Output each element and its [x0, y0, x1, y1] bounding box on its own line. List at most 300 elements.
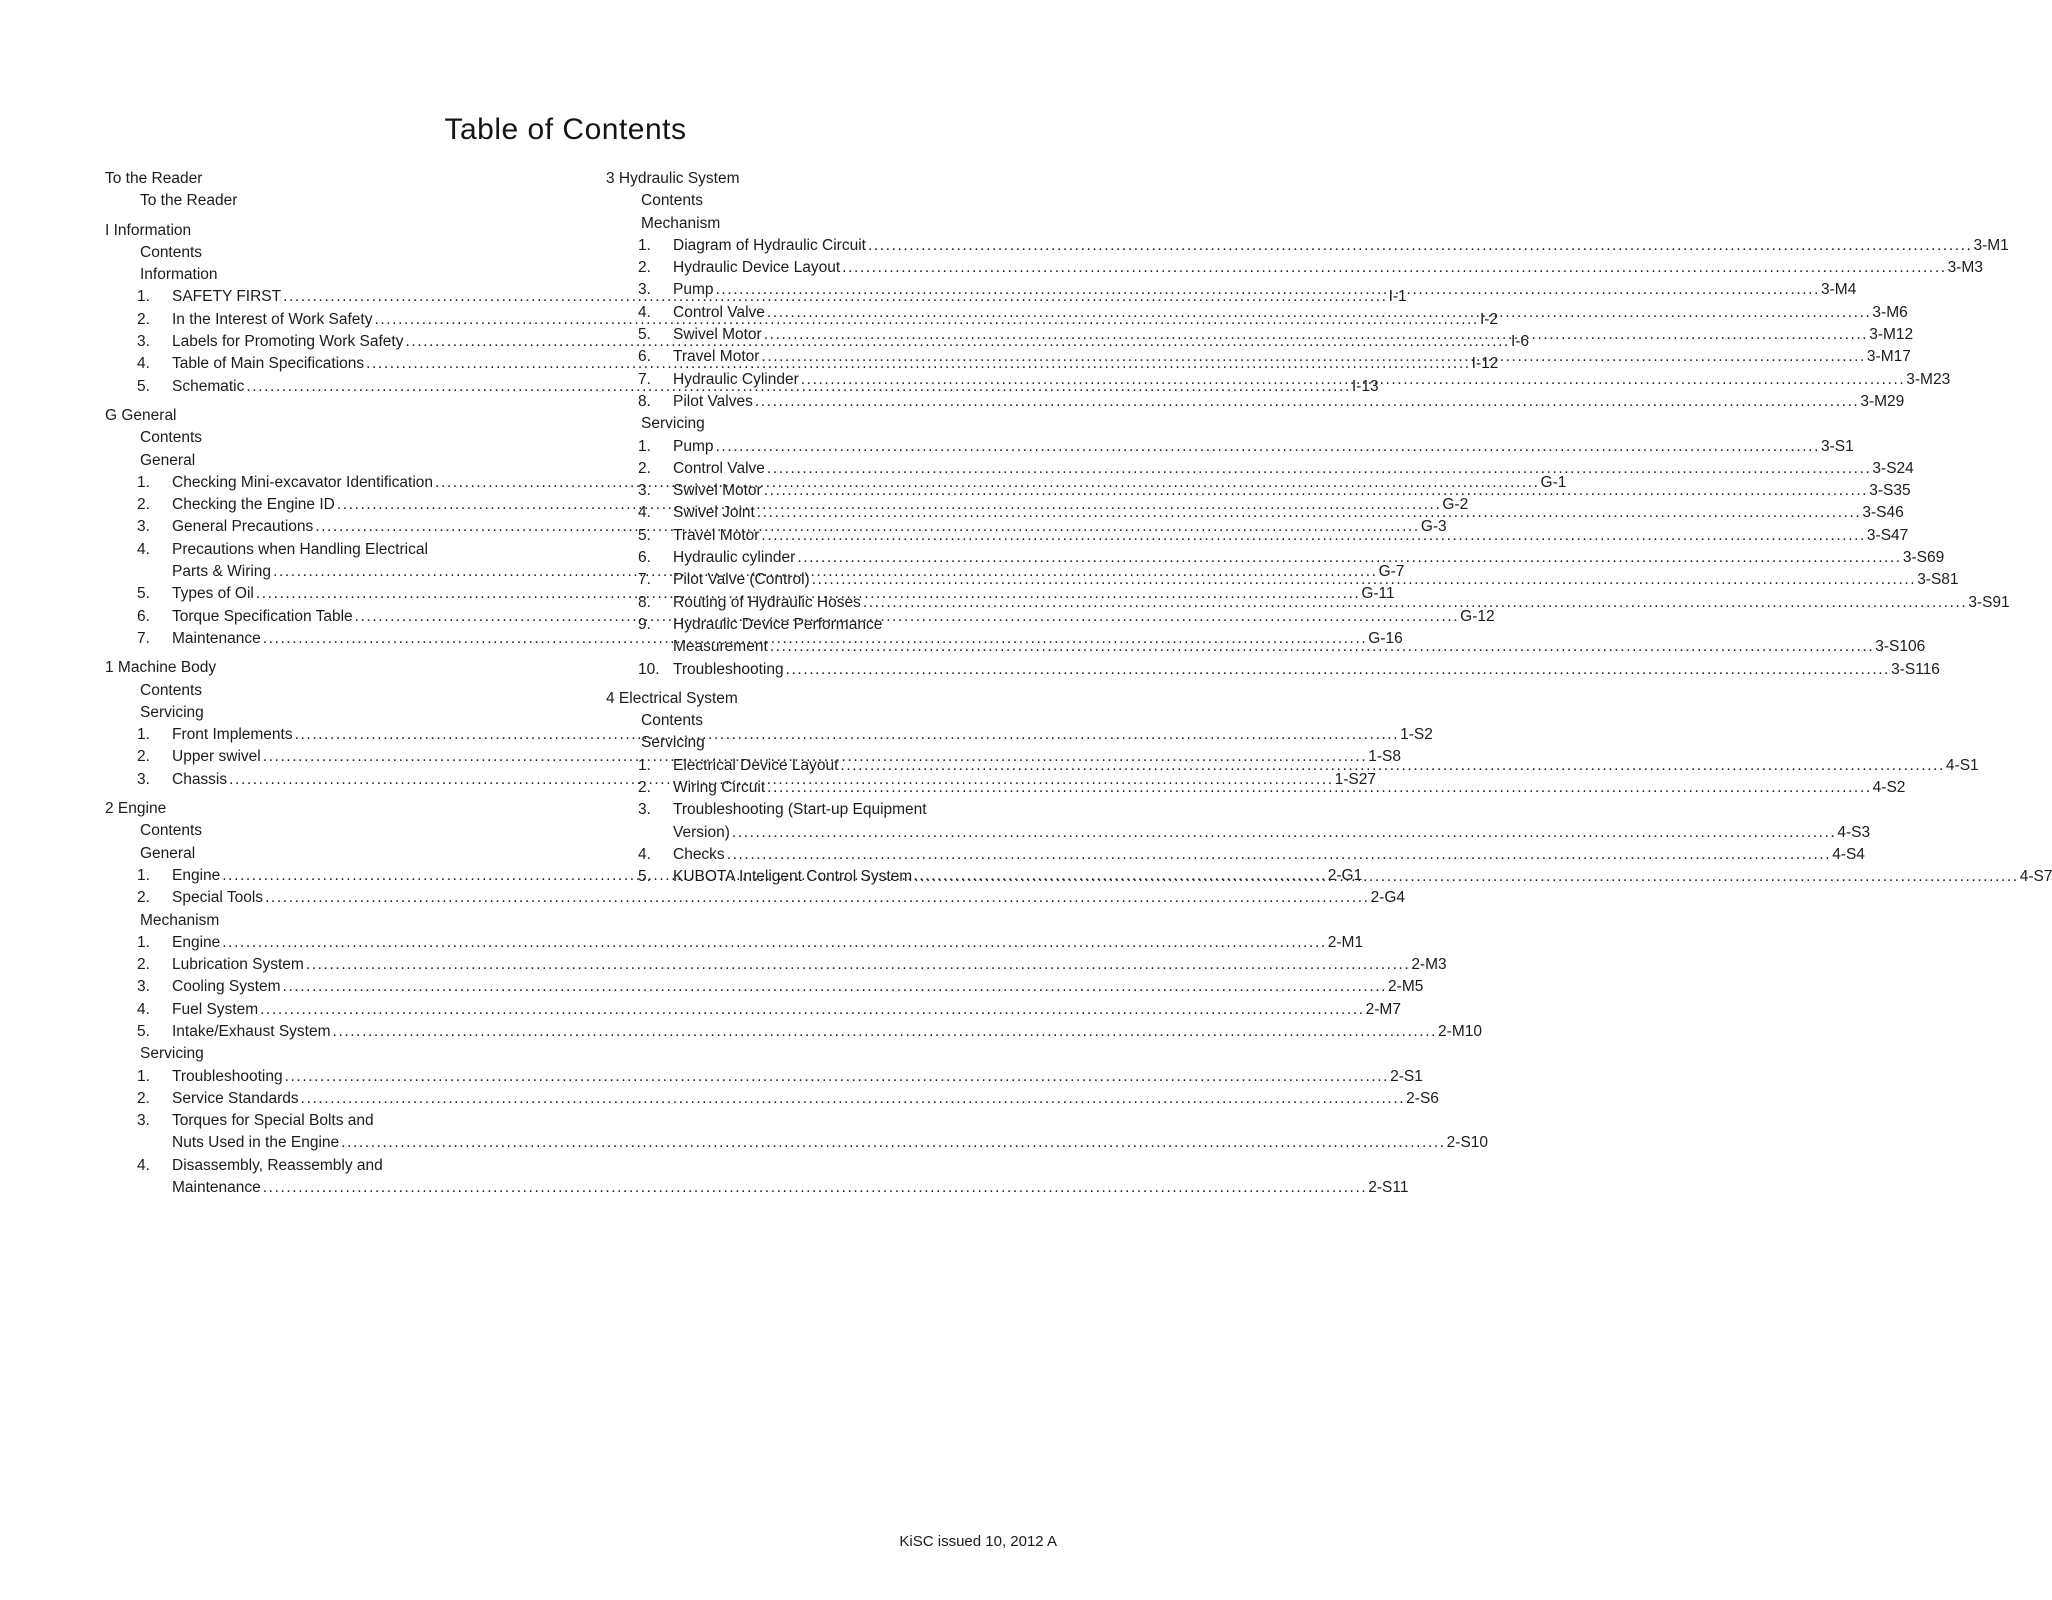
toc-item-lines: [172, 887, 1405, 909]
toc-item-text: Fuel System: [172, 1000, 259, 1018]
toc-item-text: Torque Specification Table: [172, 607, 353, 625]
toc-item-line: [673, 235, 2009, 257]
toc-item-page: 2-M10: [1438, 1022, 1482, 1040]
toc-item-line: [673, 302, 1908, 324]
toc-item-page: 1-S27: [1334, 770, 1377, 788]
toc-item-number: 3.: [638, 482, 651, 500]
dot-leader: [770, 636, 1875, 658]
toc-item-lines: [172, 976, 1423, 998]
dot-leader: [341, 1132, 1446, 1154]
toc-item-text: Table of Main Specifications: [172, 355, 365, 373]
toc-subheading: Contents: [140, 681, 203, 699]
toc-item-number: 5.: [137, 585, 150, 603]
toc-item-page: 3-S1: [1821, 437, 1854, 455]
toc-item-page: 3-S116: [1891, 660, 1940, 678]
toc-item-text: Control Valve: [673, 303, 765, 321]
toc-item-number: 3.: [137, 978, 150, 996]
toc-section-heading: I Information: [105, 221, 192, 239]
toc-item-page: G-3: [1420, 518, 1447, 536]
toc-item-line: [673, 391, 1904, 413]
toc-item-page: 3-S24: [1872, 459, 1914, 477]
toc-item-page: 2-M5: [1388, 978, 1424, 996]
dot-leader: [786, 659, 1891, 681]
toc-item-lines: [673, 257, 1983, 279]
toc-item-page: 3-M23: [1906, 370, 1951, 388]
toc-item-number: 8.: [638, 392, 651, 410]
toc-item-text: Intake/Exhaust System: [172, 1022, 331, 1040]
toc-item-lines: [172, 1066, 1423, 1088]
toc-item-number: 2.: [137, 310, 150, 328]
toc-item-line: [673, 866, 2052, 888]
toc-item: [606, 547, 1945, 569]
toc-item-page: I-2: [1479, 310, 1499, 328]
toc-item: [606, 257, 1983, 279]
toc-item-lines: [673, 391, 1904, 413]
toc-item-number: 3.: [137, 333, 150, 351]
dot-leader: [914, 866, 2019, 888]
dot-leader: [801, 369, 1906, 391]
toc-section-heading: 2 Engine: [105, 800, 167, 818]
toc-item-number: 2.: [638, 259, 651, 277]
toc-item-line: [172, 887, 1405, 909]
toc-item-lines: [172, 1088, 1439, 1110]
toc-section-heading: G General: [105, 406, 177, 424]
toc-item-number: 3.: [638, 281, 651, 299]
toc-item-text: Hydraulic Device Performance: [673, 615, 883, 633]
page-title: Table of Contents: [444, 113, 687, 146]
toc-section: [105, 168, 561, 213]
toc-item-text: Torques for Special Bolts and: [172, 1112, 374, 1130]
toc-item-page: 2-M3: [1411, 956, 1447, 974]
toc-item-number: 2.: [137, 889, 150, 907]
toc-item-line: [673, 844, 1865, 866]
toc-item-page: I-1: [1388, 288, 1407, 306]
toc-item-text: Checking the Engine ID: [172, 496, 335, 514]
toc-item: [105, 1110, 1489, 1155]
toc-item-lines: [673, 302, 1908, 324]
toc-item: [105, 976, 1424, 998]
dot-leader: [222, 932, 1327, 954]
toc-item: [105, 887, 1406, 909]
toc-item-text: Troubleshooting (Start-up Equipment: [673, 801, 927, 819]
toc-item: [105, 1021, 1482, 1043]
dot-leader: [812, 569, 1917, 591]
toc-item-number: 6.: [137, 607, 150, 625]
toc-item-text: Version): [673, 823, 730, 841]
toc-item-text: Travel Motor: [673, 526, 760, 544]
toc-item: [105, 1155, 1409, 1200]
toc-item: [606, 844, 1865, 866]
toc-item-text: Diagram of Hydraulic Circuit: [673, 236, 866, 254]
dot-leader: [263, 1177, 1368, 1199]
toc-item-text: Lubrication System: [172, 956, 304, 974]
toc-item-number: 1.: [638, 756, 651, 774]
toc-item-line: [172, 976, 1423, 998]
dot-leader: [767, 458, 1872, 480]
toc-item-line: [673, 659, 1940, 681]
toc-item-line: [673, 777, 1905, 799]
toc-item-line: [673, 458, 1914, 480]
toc-item-line: [673, 614, 1925, 636]
toc-item-lines: [673, 569, 1959, 591]
toc-item-text: Checking Mini-excavator Identification: [172, 473, 434, 491]
toc-subheading: Servicing: [641, 415, 705, 433]
dot-leader: [767, 777, 1872, 799]
dot-leader: [761, 525, 1866, 547]
toc-item-number: 4.: [137, 355, 150, 373]
toc-item-page: 3-S47: [1866, 526, 1909, 544]
toc-item-number: 6.: [638, 549, 651, 567]
dot-leader: [757, 502, 1862, 524]
toc-item-page: 2-S1: [1390, 1067, 1423, 1085]
toc-item-text: Swivel Joint: [673, 504, 755, 522]
toc-item: [606, 436, 1854, 458]
dot-leader: [755, 391, 1860, 413]
toc-item-number: 4.: [137, 540, 150, 558]
toc-item-lines: [673, 755, 1979, 777]
toc-subheading: General: [140, 844, 196, 862]
toc-item-line: [172, 1088, 1439, 1110]
toc-subheading: Servicing: [140, 1045, 204, 1063]
toc-item-lines: [673, 614, 1925, 659]
toc-item-page: 1-S8: [1368, 748, 1401, 766]
toc-item-page: 3-M12: [1869, 326, 1914, 344]
toc-item-text: Hydraulic cylinder: [673, 549, 796, 567]
toc-item-line: [673, 369, 1950, 391]
toc-item-text: Travel Motor: [673, 348, 760, 366]
toc-item-line: [673, 346, 1911, 368]
toc-item-lines: [673, 799, 1870, 844]
toc-item-line: [673, 636, 1925, 658]
toc-subheading: Contents: [641, 192, 704, 210]
toc-item-number: 1.: [137, 726, 150, 744]
toc-item-lines: [172, 1110, 1488, 1155]
toc-item-page: 4-S4: [1832, 845, 1865, 863]
dot-leader: [732, 822, 1837, 844]
toc-item-page: 3-M6: [1872, 303, 1908, 321]
dot-leader: [306, 954, 1411, 976]
toc-item-page: 3-M4: [1821, 281, 1857, 299]
toc-item-text: Engine: [172, 933, 221, 951]
toc-item-number: 4.: [137, 1156, 150, 1174]
toc-item-lines: [172, 932, 1363, 954]
toc-item-number: 4.: [638, 303, 651, 321]
toc-item-text: Swivel Motor: [673, 482, 762, 500]
toc-item-line: [172, 1177, 1408, 1199]
toc-item-page: G-7: [1378, 563, 1405, 581]
toc-item-lines: [673, 866, 2052, 888]
toc-item: [105, 999, 1401, 1021]
toc-item-number: 2.: [638, 779, 651, 797]
toc-item-page: G-2: [1442, 496, 1469, 514]
toc-item-text: Maintenance: [172, 629, 261, 647]
dot-leader: [863, 592, 1968, 614]
toc-subheading: Contents: [140, 822, 203, 840]
toc-item-number: 4.: [638, 504, 651, 522]
toc-item-text: Chassis: [172, 770, 228, 788]
toc-item-text: In the Interest of Work Safety: [172, 310, 373, 328]
toc-item-number: 3.: [137, 518, 150, 536]
toc-item-number: 1.: [137, 288, 150, 306]
toc-item-page: G-11: [1361, 585, 1395, 603]
toc-item-number: 3.: [638, 801, 651, 819]
toc-item-text: Schematic: [172, 377, 245, 395]
toc-item-number: 10.: [638, 660, 660, 678]
toc-item-text: SAFETY FIRST: [172, 288, 282, 306]
footer-note: KiSC issued 10, 2012 A: [899, 1533, 1057, 1550]
toc-item-text: Control Valve: [673, 459, 765, 477]
toc-item-number: 3.: [137, 770, 150, 788]
toc-item-number: 5.: [137, 377, 150, 395]
toc-item-text: Maintenance: [172, 1179, 261, 1197]
toc-item-line: [673, 799, 1870, 821]
toc-item-page: 3-S81: [1917, 571, 1959, 589]
toc-item-line: [673, 592, 2010, 614]
toc-item-line: [673, 755, 1979, 777]
toc-section-heading: 3 Hydraulic System: [606, 170, 740, 187]
toc-item-line: [673, 279, 1856, 301]
toc-item-page: 4-S2: [1872, 779, 1906, 797]
toc-item-lines: [673, 592, 2010, 614]
toc-item-page: 2-G4: [1370, 889, 1406, 907]
toc-item-text: Parts & Wiring: [172, 563, 272, 581]
toc-item-text: Checks: [673, 845, 725, 863]
toc-item-text: Engine: [172, 866, 221, 884]
toc-item-line: [172, 1110, 1488, 1132]
toc-item-page: 2-S11: [1368, 1179, 1409, 1197]
toc-item-lines: [172, 1155, 1408, 1200]
toc-item-line: [673, 547, 1944, 569]
toc-item-page: G-12: [1460, 607, 1495, 625]
toc-section-heading: 1 Machine Body: [105, 659, 217, 677]
toc-item-text: Pump: [673, 437, 714, 455]
toc-subheading: Mechanism: [641, 214, 721, 232]
toc-item-lines: [172, 999, 1401, 1021]
dot-leader: [868, 235, 1973, 257]
toc-item: [105, 954, 1447, 976]
toc-item-text: Electrical Device Layout: [673, 756, 839, 774]
toc-item-lines: [673, 547, 1944, 569]
toc-item-lines: [673, 346, 1911, 368]
toc-item-number: 9.: [638, 615, 651, 633]
toc-item-text: Types of Oil: [172, 585, 254, 603]
toc-item-lines: [673, 324, 1913, 346]
toc-item-page: 2-S10: [1446, 1134, 1489, 1152]
dot-leader: [301, 1088, 1406, 1110]
toc-item-text: Labels for Promoting Work Safety: [172, 333, 404, 351]
toc-item-line: [172, 999, 1401, 1021]
toc-subheading: To the Reader: [140, 192, 238, 210]
dot-leader: [727, 844, 1832, 866]
dot-leader: [283, 976, 1388, 998]
dot-leader: [842, 257, 1947, 279]
toc-item-number: 7.: [638, 571, 651, 589]
toc-item-page: 2-M7: [1365, 1000, 1401, 1018]
toc-item-number: 2.: [137, 496, 150, 514]
toc-item-lines: [673, 458, 1914, 480]
dot-leader: [840, 755, 1945, 777]
toc-item-page: 2-G1: [1327, 866, 1363, 884]
dot-leader: [260, 999, 1365, 1021]
toc-item-number: 5.: [638, 326, 651, 344]
toc-item-text: Precautions when Handling Electrical: [172, 540, 428, 558]
toc-item-lines: [673, 777, 1905, 799]
dot-leader: [716, 436, 1821, 458]
toc-item-page: 4-S1: [1945, 756, 1979, 774]
toc-subheading: Contents: [641, 712, 704, 730]
toc-item-page: G-1: [1540, 473, 1567, 491]
toc-item-page: 3-M3: [1947, 259, 1983, 277]
toc-item-page: 4-S7: [2019, 868, 2052, 886]
toc-section-heading: 4 Electrical System: [606, 689, 738, 707]
toc-subheading: Mechanism: [140, 911, 220, 929]
toc-item-number: 2.: [137, 1089, 150, 1107]
toc-item-page: 3-S69: [1902, 549, 1945, 567]
toc-item-lines: [673, 844, 1865, 866]
toc-item-text: Pilot Valves: [673, 392, 753, 410]
dot-leader: [767, 302, 1872, 324]
toc-item-number: 2.: [638, 459, 651, 477]
toc-item-page: 4-S3: [1837, 823, 1871, 841]
dot-leader: [797, 547, 1902, 569]
toc-item-line: [172, 1132, 1488, 1154]
toc-subheading: Contents: [140, 429, 203, 447]
toc-item-number: 5.: [638, 868, 651, 886]
toc-item-text: Nuts Used in the Engine: [172, 1134, 340, 1152]
toc-item-text: KUBOTA Inteligent Control System: [673, 868, 913, 886]
toc-item-number: 4.: [638, 845, 651, 863]
toc-item-line: [172, 1155, 1408, 1177]
toc-item: [606, 799, 1871, 844]
toc-item-page: 1-S2: [1400, 726, 1433, 744]
toc-subheading: General: [140, 451, 196, 469]
toc-item-number: 2.: [137, 956, 150, 974]
toc-item-page: 3-M17: [1866, 348, 1911, 366]
toc-item: [606, 391, 1905, 413]
toc-item-number: 3.: [137, 1112, 150, 1130]
toc-item-text: Front Implements: [172, 726, 293, 744]
toc-item-page: 2-M1: [1327, 933, 1364, 951]
dot-leader: [764, 480, 1869, 502]
toc-item-line: [172, 1021, 1482, 1043]
toc-item-page: 2-S6: [1406, 1089, 1439, 1107]
toc-item-text: Disassembly, Reassembly and: [172, 1156, 383, 1174]
toc-item: [105, 1066, 1423, 1088]
toc-item-text: Troubleshooting: [172, 1067, 283, 1085]
toc-item-text: Service Standards: [172, 1089, 299, 1107]
toc-item-number: 4.: [137, 1000, 150, 1018]
toc-item-number: 8.: [638, 593, 651, 611]
dot-leader: [761, 346, 1866, 368]
toc-item-line: [673, 324, 1913, 346]
toc-item-text: Hydraulic Cylinder: [673, 370, 799, 388]
toc-item-text: Troubleshooting: [673, 660, 784, 678]
dot-leader: [716, 279, 1821, 301]
toc-item-text: Special Tools: [172, 889, 264, 907]
toc-item-page: 3-M1: [1973, 236, 2009, 254]
toc-item: [606, 458, 1914, 480]
toc-item-text: Upper swivel: [172, 748, 261, 766]
toc-item-text: Wiring Circuit: [673, 779, 766, 797]
toc-item-page: I-13: [1351, 377, 1379, 395]
toc-item-number: 6.: [638, 348, 651, 366]
dot-leader: [285, 1066, 1390, 1088]
toc-item-lines: [172, 954, 1447, 976]
toc-item-number: 7.: [638, 370, 651, 388]
toc-subheading: Servicing: [140, 703, 204, 721]
toc-item-line: [673, 822, 1870, 844]
toc-item-page: I-12: [1471, 355, 1499, 373]
toc-item-text: Cooling System: [172, 978, 281, 996]
toc-item-text: General Precautions: [172, 518, 314, 536]
toc-item-lines: [673, 279, 1856, 301]
toc-item-lines: [673, 480, 1911, 502]
toc-subheading: Servicing: [641, 734, 705, 752]
toc-item-page: 3-S35: [1869, 482, 1911, 500]
toc-item-text: Pilot Valve (Control): [673, 571, 810, 589]
toc-item-text: Measurement: [673, 638, 768, 656]
toc-item-text: Hydraulic Device Layout: [673, 259, 841, 277]
toc-item-page: I-6: [1510, 333, 1530, 351]
toc-item-lines: [673, 235, 2009, 257]
toc-item-lines: [673, 659, 1940, 681]
toc-item-line: [172, 1066, 1423, 1088]
toc-item-number: 1.: [638, 236, 651, 254]
toc-item-line: [673, 569, 1959, 591]
dot-leader: [333, 1021, 1438, 1043]
toc-item-line: [172, 932, 1363, 954]
toc-item-lines: [673, 525, 1908, 547]
toc-item-number: 7.: [137, 629, 150, 647]
toc-section-heading: To the Reader: [105, 170, 203, 187]
toc-item-line: [673, 502, 1904, 524]
toc-item-number: 1.: [638, 437, 651, 455]
toc-item-number: 1.: [137, 866, 150, 884]
toc-item-lines: [673, 369, 1950, 391]
toc-item-text: Pump: [673, 281, 714, 299]
toc-item-number: 1.: [137, 1067, 150, 1085]
dot-leader: [764, 324, 1869, 346]
toc-item-line: [673, 525, 1908, 547]
toc-item-number: 2.: [137, 748, 150, 766]
toc-item-number: 1.: [137, 473, 150, 491]
dot-leader: [265, 887, 1370, 909]
toc-item: [105, 1088, 1439, 1110]
toc-item: [105, 932, 1364, 954]
toc-item-page: 3-M29: [1860, 392, 1905, 410]
toc-subheading: Contents: [140, 243, 203, 261]
toc-item-lines: [673, 436, 1854, 458]
toc-item-line: [172, 954, 1447, 976]
toc-item-lines: [172, 1021, 1482, 1043]
toc-item: [606, 659, 1940, 681]
toc-item: [606, 235, 2009, 257]
toc-item-page: 3-S46: [1862, 504, 1904, 522]
toc-item-line: [673, 436, 1854, 458]
toc-item-lines: [673, 502, 1904, 524]
toc-item-line: [673, 257, 1983, 279]
toc-item-page: G-16: [1368, 629, 1403, 647]
toc-item-number: 1.: [137, 933, 150, 951]
toc-item-number: 5.: [137, 1022, 150, 1040]
toc-item-number: 5.: [638, 526, 651, 544]
toc-item-text: Swivel Motor: [673, 326, 762, 344]
toc-item-page: 3-S91: [1968, 593, 2010, 611]
toc-item-line: [673, 480, 1911, 502]
toc-item-page: 3-S106: [1875, 638, 1926, 656]
toc-item-text: Routing of Hydraulic Hoses: [673, 593, 861, 611]
toc-subheading: Information: [140, 266, 218, 284]
